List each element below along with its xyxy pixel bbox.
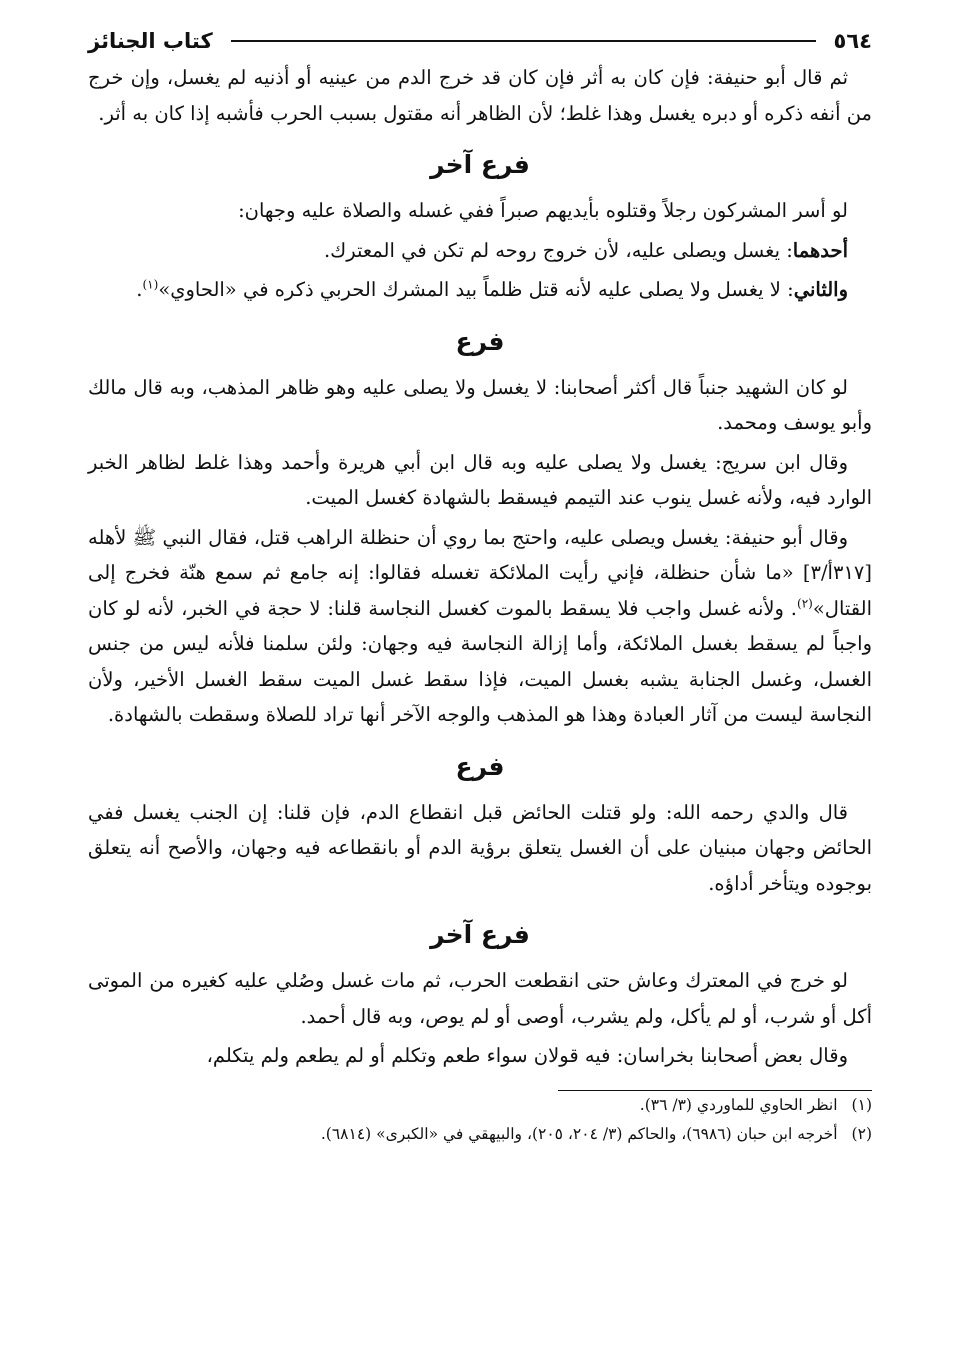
paragraph-lead: أحدهما <box>792 238 848 262</box>
paragraph: لو أسر المشركون رجلاً وقتلوه بأيديهم صبراً ففي غسله والصلاة عليه وجهان: <box>238 199 848 222</box>
paragraph <box>88 520 872 733</box>
paragraph-end: . <box>136 278 143 301</box>
book-page <box>88 22 872 1342</box>
footnote <box>88 1120 872 1149</box>
paragraph-text: : يغسل ويصلى عليه، لأن خروج روحه لم تكن في المعترك. <box>323 238 793 262</box>
section-heading: فرع آخر <box>430 920 530 949</box>
paragraph <box>88 272 872 308</box>
paragraph-text: . ولأنه غسل واجب فلا يسقط بالموت كغسل النجاسة قلنا: لا حجة في الخبر، لأنه لو كان واجباً لم يسقط بغسل الملائكة، وأما إزالة النجاسة فيه وجهان: ولئن سلمنا فلأنه ليس من جنس الغسل، وغسل الجنابة يشبه بغسل الميت، فإذا سقط غسل الميت سقط الغسل الأخير، ولأن النجاسة ليست من آثار العبادة وهذا هو المذهب والوجه الآخر أنها تراد للصلاة وسقطت بالشهادة. <box>88 596 872 726</box>
paragraph-text: وقال أبو حنيفة: يغسل ويصلى عليه، واحتج بما روي أن حنظلة الراهب قتل، فقال النبي ﷺ لأهله [٣١٧أ/٣] «ما شأن حنظلة، فإني رأيت الملائكة تغسله فقالوا: إنه جامع ثم سمع هنّة فخرج إلى القتال» <box>88 525 872 620</box>
page-header <box>88 22 872 60</box>
page-number: ٥٦٤ <box>833 29 872 53</box>
paragraph: لو كان الشهيد جنباً قال أكثر أصحابنا: لا يغسل ولا يصلى عليه وهو ظاهر المذهب، وبه قال مالك وأبو يوسف ومحمد. <box>88 375 872 434</box>
paragraph: لو خرج في المعترك وعاش حتى انقطعت الحرب، ثم مات غسل وصُلي عليه كغيره من الموتى أكل أو شرب، أو لم يأكل، ولم يشرب، أوصى أو لم يوص، وبه قال أحمد. <box>88 969 872 1028</box>
intro-paragraph: ثم قال أبو حنيفة: فإن كان به أثر فإن كان قد خرج الدم من عينيه أو أذنيه لم يغسل، وإن خرج من أنفه ذكره أو دبره يغسل وهذا غلط؛ لأن الظاهر أنه مقتول بسبب الحرب فأشبه إذا كان به أثر. <box>88 66 872 125</box>
running-title: كتاب الجنائز <box>88 29 213 53</box>
section-heading: فرع <box>455 751 505 781</box>
paragraph <box>88 233 872 269</box>
paragraph: وقال بعض أصحابنا بخراسان: فيه قولان سواء طعم وتكلم أو لم يطعم ولم يتكلم، <box>206 1044 848 1067</box>
footnote-marker: (٢) <box>797 596 813 610</box>
footnote-text: انظر الحاوي للماوردي (٣/ ٣٦). <box>639 1095 838 1114</box>
footnote-number: (٢) <box>851 1124 872 1143</box>
footnote-marker: (١) <box>142 277 159 292</box>
paragraph-lead: والثاني <box>793 278 848 301</box>
section-heading: فرع آخر <box>430 150 530 179</box>
header-rule <box>231 40 816 42</box>
footnote-text: أخرجه ابن حبان (٦٩٨٦)، والحاكم (٣/ ٢٠٤، ٢٠٥)، والبيهقي في «الكبرى» (٦٨١٤). <box>320 1124 838 1143</box>
footnote-number: (١) <box>851 1095 872 1114</box>
paragraph-text: : لا يغسل ولا يصلى عليه لأنه قتل ظلماً بيد المشرك الحربي ذكره في «الحاوي» <box>158 278 794 301</box>
paragraph: وقال ابن سريج: يغسل ولا يصلى عليه وبه قال ابن أبي هريرة وأحمد وهذا غلط لظاهر الخبر الوارد فيه، ولأنه غسل ينوب عند التيمم فيسقط بالشهادة كغسل الميت. <box>88 450 872 509</box>
footnote <box>88 1091 872 1120</box>
section-heading: فرع <box>455 326 505 356</box>
paragraph: قال والدي رحمه الله: ولو قتلت الحائض قبل انقطاع الدم، فإن قلنا: إن الجنب يغسل ففي الحائض وجهان مبنيان على أن الغسل يتعلق برؤية الدم أو بانقطاعه فيه وجهان، والأصح أنه يتعلق بوجوده ويتأخر أداؤه. <box>88 800 872 895</box>
